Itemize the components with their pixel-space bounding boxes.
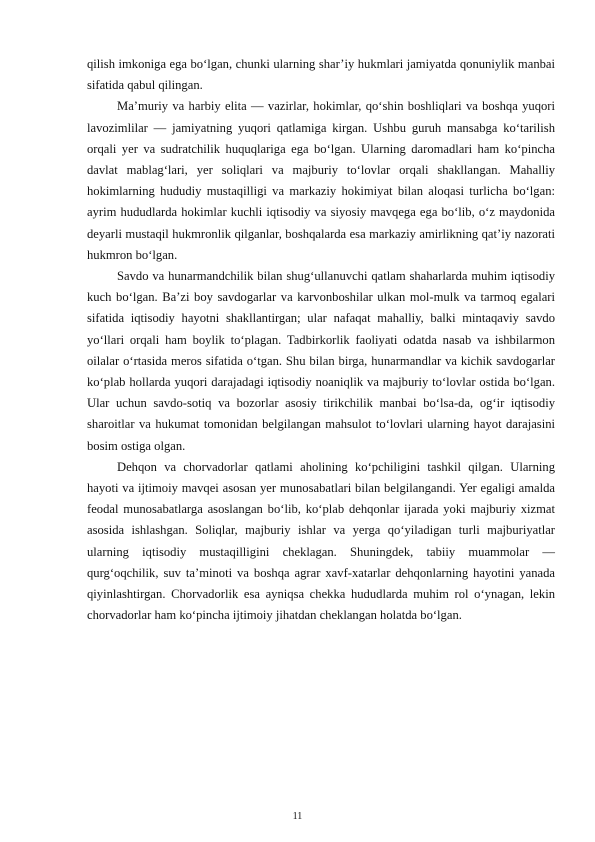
paragraph: Dehqon va chorvadorlar qatlami aholining ko‘pchiligini tashkil qilgan. Ularning hayoti va ijtimoiy mavqei asosan yer munosabatlari bilan belgilangandi. Yer egaligi amalda feodal munosabatlarga asoslangan bo‘lib, ko‘plab dehqonlar ijarada yoki majburiy xizmat asosida ishlashgan. Soliqlar, majburiy ishlar va yerga qo‘yiladigan turli majburiyatlar ularning iqtisodiy mustaqilligini cheklagan. Shuningdek, tabiiy muammolar — qurg‘oqchilik, suv ta’minoti va boshqa agrar xavf-xatarlar dehqonlarning hayotini yanada qiyinlashtirgan. Chorvadorlik esa ayniqsa chekka hududlarda muhim rol o‘ynagan, lekin chorvadorlar ham ko‘pincha ijtimoiy jihatdan cheklangan holatda bo‘lgan. <box>87 459 555 623</box>
paragraph: Ma’muriy va harbiy elita — vazirlar, hokimlar, qo‘shin boshliqlari va boshqa yuqori lavozimlilar — jamiyatning yuqori qatlamiga kirgan. Ushbu guruh mansabga ko‘tarilish orqali yer va sudratchilik huquqlariga ega bo‘lgan. Ularning daromadlari ham ko‘pincha davlat mablag‘lari, yer soliqlari va majburiy to‘lovlar orqali shakllangan. Mahalliy hokimlarning hududiy mustaqilligi va markaziy hokimiyat bilan aloqasi turlicha bo‘lgan: ayrim hududlarda hokimlar kuchli iqtisodiy va siyosiy mavqega ega bo‘lib, o‘z maydonida deyarli mustaqil hukmronlik qilganlar, boshqalarda esa markaziy amirlikning qat’iy nazorati hukmron bo‘lgan. <box>87 99 555 262</box>
document-body <box>87 54 555 626</box>
paragraph: Savdo va hunarmandchilik bilan shug‘ullanuvchi qatlam shaharlarda muhim iqtisodiy kuch bo‘lgan. Ba’zi boy savdogarlar va karvonboshilar ulkan mol-mulk va tarmoq egalari sifatida iqtisodiy hayotni shakllantirgan; ular nafaqat mahalliy, balki mintaqaviy savdo yo‘llari orqali ham boylik to‘plagan. Tadbirkorlik faoliyati odatda nasab va ishbilarmon oilalar o‘rtasida meros sifatida o‘tgan. Shu bilan birga, hunarmandlar va kichik savdogarlar ko‘plab hollarda yuqori darajadagi iqtisodiy noaniqlik va majburiy to‘lovlar ostida bo‘lgan. Ular uchun savdo-sotiq va bozorlar asosiy tirikchilik manbai bo‘lsa-da, og‘ir iqtisodiy sharoitlar va hukumat tomonidan belgilangan mahsulot to‘lovlari ularning hayot darajasini bosim ostiga olgan. <box>87 269 555 453</box>
paragraph: qilish imkoniga ega bo‘lgan, chunki ularning shar’iy hukmlari jamiyatda qonuniylik manbai sifatida qabul qilingan. <box>87 57 555 93</box>
page-number: 11 <box>292 811 303 822</box>
